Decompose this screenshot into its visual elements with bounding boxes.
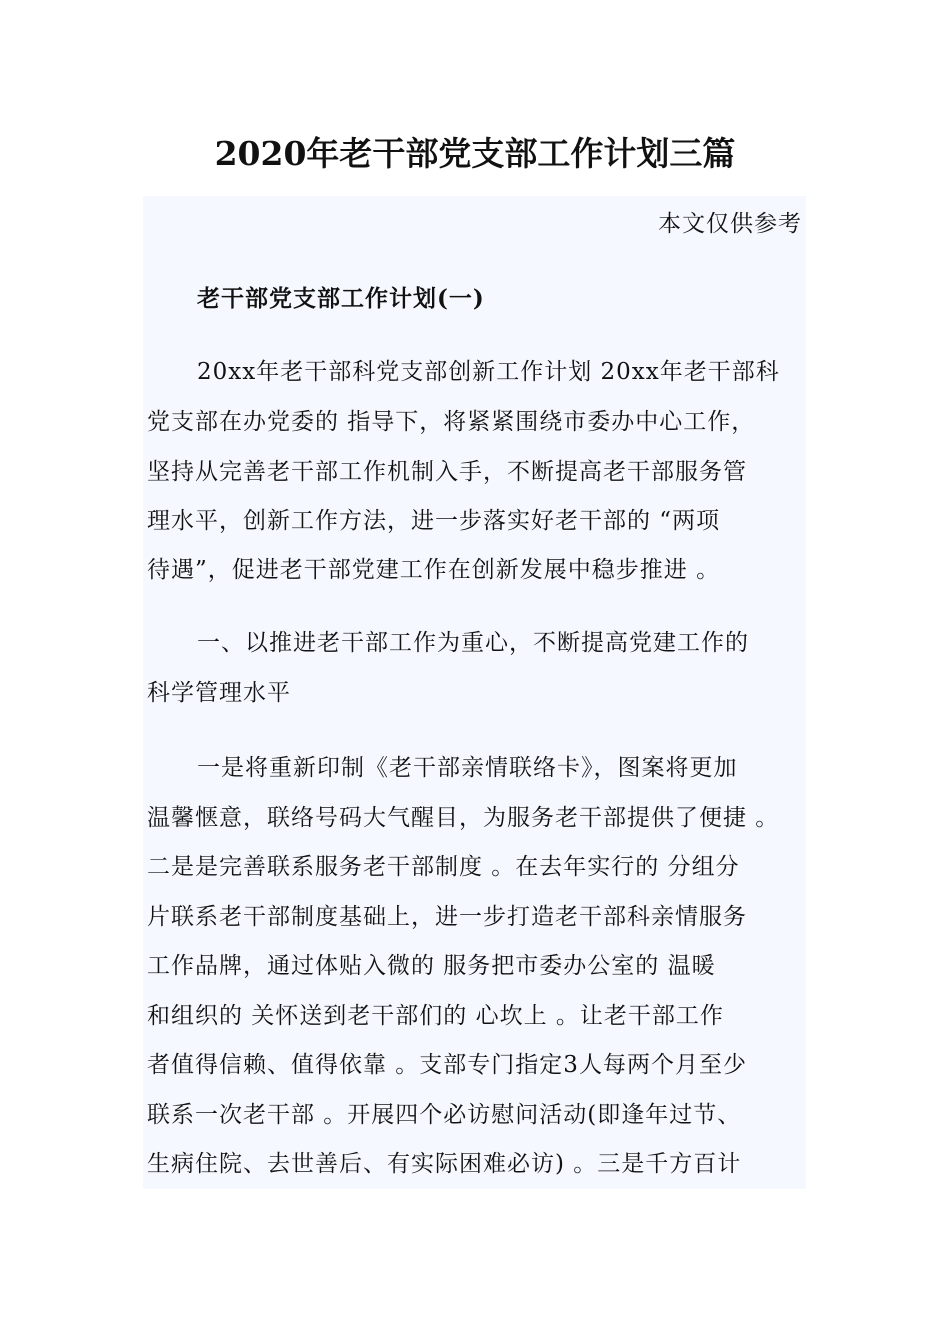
paragraph-line: 党支部在办党委的 指导下，将紧紧围绕市委办中心工作， xyxy=(147,409,756,435)
paragraph-line: 者值得信赖、值得依靠 。支部专门指定3人每两个月至少 xyxy=(147,1052,747,1078)
section-heading: 老干部党支部工作计划(一) xyxy=(197,285,485,312)
paragraph-line: 和组织的 关怀送到老干部们的 心坎上 。让老干部工作 xyxy=(147,1003,724,1029)
paragraph-line: 待遇”，促进老干部党建工作在创新发展中稳步推进 。 xyxy=(147,557,721,583)
reference-note: 本文仅供参考 xyxy=(658,211,802,237)
paragraph-line: 温馨惬意，联络号码大气醒目，为服务老干部提供了便捷 。 xyxy=(147,805,780,831)
paragraph-line: 科学管理水平 xyxy=(147,680,291,706)
paragraph-line: 二是是完善联系服务老干部制度 。在去年实行的 分组分 xyxy=(147,854,740,880)
document-body xyxy=(143,196,806,1189)
paragraph-line: 理水平，创新工作方法，进一步落实好老干部的 “两项 xyxy=(147,508,721,534)
paragraph-line: 联系一次老干部 。开展四个必访慰问活动(即逢年过节、 xyxy=(147,1102,742,1128)
paragraph-line: 工作品牌，通过体贴入微的 服务把市委办公室的 温暖 xyxy=(147,953,716,979)
paragraph-line: 一是将重新印制《老干部亲情联络卡》，图案将更加 xyxy=(197,755,738,781)
paragraph-line: 生病住院、去世善后、有实际困难必访) 。三是千方百计 xyxy=(147,1151,742,1177)
paragraph-line: 20xx年老干部科党支部创新工作计划 20xx年老干部科 xyxy=(197,359,780,385)
paragraph-line: 坚持从完善老干部工作机制入手，不断提高老干部服务管 xyxy=(147,459,747,485)
paragraph-line: 片联系老干部制度基础上，进一步打造老干部科亲情服务 xyxy=(147,904,747,930)
page-title: 2020年老干部党支部工作计划三篇 xyxy=(214,134,736,173)
paragraph-line: 一、以推进老干部工作为重心，不断提高党建工作的 xyxy=(197,630,749,656)
